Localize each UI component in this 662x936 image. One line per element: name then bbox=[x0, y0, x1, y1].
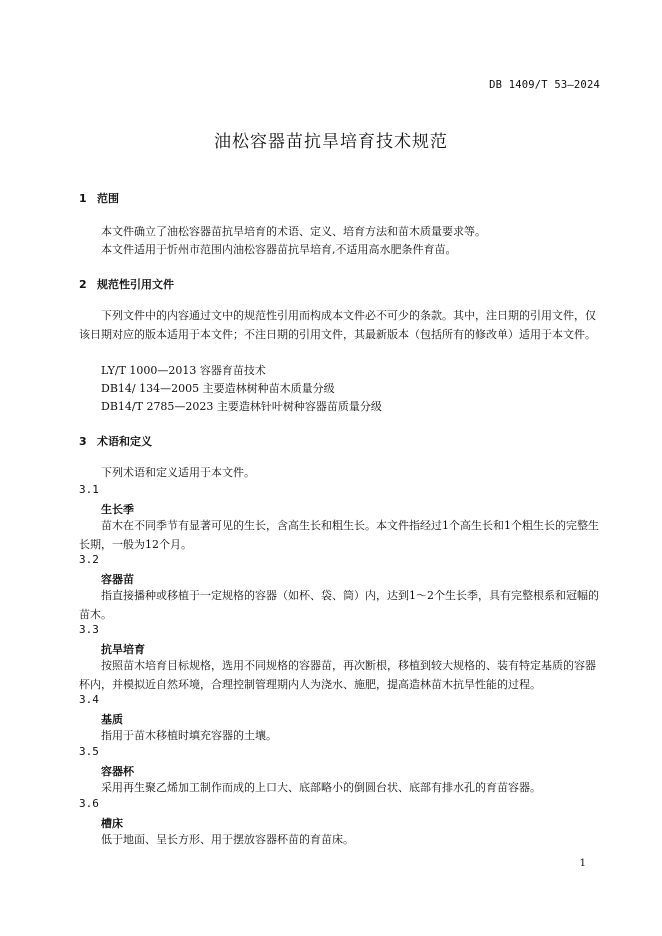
term-name: 抗旱培育 bbox=[101, 643, 145, 656]
term-number: 3.5 bbox=[79, 745, 99, 758]
term-name: 容器杯 bbox=[101, 765, 134, 778]
term-name: 基质 bbox=[101, 713, 123, 726]
reference-item: LY/T 1000—2013 容器育苗技术 bbox=[101, 364, 266, 377]
section-number: 3 bbox=[79, 435, 87, 448]
term-definition: 指直接播种或移植于一定规格的容器（如杯、袋、筒）内，达到1～2个生长季，具有完整根系和冠幅的苗木。 bbox=[79, 589, 599, 621]
section-title: 范围 bbox=[97, 192, 119, 205]
term-number: 3.2 bbox=[79, 553, 99, 566]
section-title: 规范性引用文件 bbox=[97, 278, 174, 291]
term-name: 生长季 bbox=[101, 503, 134, 516]
document-title: 油松容器苗抗旱培育技术规范 bbox=[214, 132, 448, 152]
term-number: 3.3 bbox=[79, 623, 99, 636]
term-name: 容器苗 bbox=[101, 573, 134, 586]
term-number: 3.1 bbox=[79, 483, 99, 496]
standard-code: DB 1409/T 53—2024 bbox=[489, 79, 600, 91]
term-name: 槽床 bbox=[101, 817, 123, 830]
section-heading-1 bbox=[79, 190, 119, 206]
term-number: 3.6 bbox=[79, 797, 99, 810]
section-number: 2 bbox=[79, 278, 87, 291]
term-definition: 低于地面、呈长方形、用于摆放容器杯苗的育苗床。 bbox=[101, 833, 354, 846]
term-definition: 采用再生聚乙烯加工制作而成的上口大、底部略小的倒圆台状、底部有排水孔的育苗容器。 bbox=[101, 781, 541, 794]
page-number: 1 bbox=[579, 858, 586, 869]
section-heading-2 bbox=[79, 276, 174, 292]
paragraph: 下列文件中的内容通过文中的规范性引用而构成本文件必不可少的条款。其中，注日期的引用文件，仅该日期对应的版本适用于本文件；不注日期的引用文件，其最新版本（包括所有的修改单）适用于本文件。 bbox=[79, 309, 596, 341]
term-definition: 苗木在不同季节有显著可见的生长，含高生长和粗生长。本文件指经过1个高生长和1个粗生长的完整生长期，一般为12个月。 bbox=[79, 519, 599, 551]
term-definition: 指用于苗木移植时填充容器的土壤。 bbox=[101, 729, 277, 742]
paragraph: 本文件适用于忻州市范围内油松容器苗抗旱培育,不适用高水肥条件育苗。 bbox=[101, 243, 457, 256]
paragraph: 下列术语和定义适用于本文件。 bbox=[101, 466, 255, 479]
section-heading-3 bbox=[79, 433, 152, 449]
reference-item: DB14/T 2785—2023 主要造林针叶树种容器苗质量分级 bbox=[101, 400, 382, 413]
term-number: 3.4 bbox=[79, 693, 99, 706]
section-number: 1 bbox=[79, 192, 87, 205]
reference-item: DB14/ 134—2005 主要造林树种苗木质量分级 bbox=[101, 382, 335, 395]
paragraph: 本文件确立了油松容器苗抗旱培育的术语、定义、培育方法和苗木质量要求等。 bbox=[101, 225, 486, 238]
term-definition: 按照苗木培育目标规格，选用不同规格的容器苗，再次断根，移植到较大规格的、装有特定基质的容器杯内，并模拟近自然环境，合理控制管理期内人为浇水、施肥，提高造林苗木抗旱性能的过程。 bbox=[79, 659, 596, 691]
section-title: 术语和定义 bbox=[97, 435, 152, 448]
